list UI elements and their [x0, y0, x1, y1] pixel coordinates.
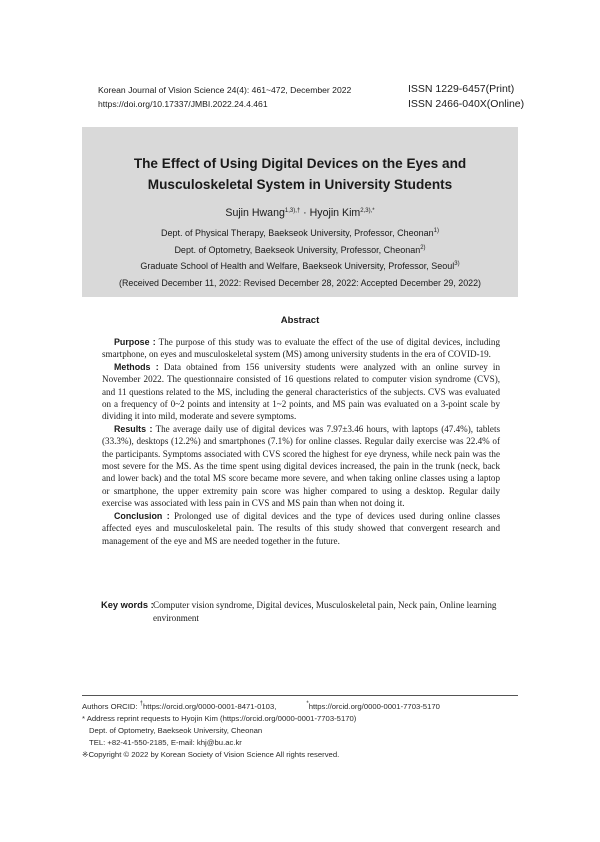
affiliation-3-text: Graduate School of Health and Welfare, Baekseok University, Professor, Seoul	[140, 261, 455, 271]
purpose-text: The purpose of this study was to evaluate the effect of the use of digital devices, including smartphone, on eyes and musculoskeletal system (MS) among university students in the era of COVID-19.	[102, 337, 500, 360]
affiliation-1-text: Dept. of Physical Therapy, Baekseok University, Professor, Cheonan	[161, 228, 434, 238]
keywords-text: Computer vision syndrome, Digital devices, Musculoskeletal pain, Neck pain, Online learning environment	[153, 600, 497, 623]
issn-block	[408, 82, 524, 111]
abstract-methods	[102, 361, 500, 423]
abstract-results	[102, 423, 500, 510]
author-list	[82, 207, 518, 219]
author-1-name: Sujin Hwang	[225, 207, 285, 219]
keywords-label: Key words :	[101, 600, 154, 610]
issn-print: ISSN 1229-6457(Print)	[408, 83, 515, 95]
abstract-conclusion	[102, 510, 500, 547]
affiliation-1	[82, 225, 518, 242]
footnote-divider	[82, 695, 518, 696]
corresponding-contact: TEL: +82-41-550-2185, E-mail: khj@bu.ac.kr	[89, 738, 242, 748]
keywords	[101, 599, 501, 625]
author-2-name: Hyojin Kim	[309, 207, 361, 219]
methods-text: Data obtained from 156 university students were analyzed with an online survey in November 2022. The questionnaire consisted of 16 questions related to computer vision syndrome (CVS), and 11 questions related to the MS, including the general characteristics of the subjects. CVS was evaluated on a frequency of 0~2 points and intensity at 1~2 points, and MS pain was evaluated on a 3-point scale by dividing it into mild, moderate and severe symptoms.	[102, 361, 500, 422]
results-text: The average daily use of digital devices was 7.97±3.46 hours, with laptops (47.4%), tablets (33.3%), desktops (12.2%) and smartphones (7.1%) for online classes. Regular daily exercise was 22.4% of the participants. Symptoms associated with CVS scored the highest for eye dryness, while neck pain was the most severe for the MS. As the time spent using digital devices increased, the pain in the trunk (neck, back and lower back) and the total MS score became more severe, and when taking online classes using a laptop or smartphone, the upper extremity pain score was higher compared to using a desktop. Regular daily exercise was associated with less pain in CVS and MS pain than when not doing it.	[102, 423, 501, 509]
affiliation-1-mark: 1)	[433, 228, 439, 234]
affiliation-3-mark: 3)	[454, 261, 460, 267]
affiliation-2	[82, 242, 518, 259]
journal-line: Korean Journal of Vision Science 24(4): 461~472, December 2022	[98, 85, 352, 95]
orcid-1-mark: †	[139, 701, 144, 707]
title-line-2: Musculoskeletal System in University Students	[147, 177, 453, 192]
purpose-label: Purpose :	[114, 337, 156, 347]
issn-online: ISSN 2466-040X(Online)	[408, 97, 525, 110]
author-1-affil-mark: 1,3),†	[284, 208, 301, 214]
title-line-1: The Effect of Using Digital Devices on the Eyes and	[133, 156, 467, 171]
reprint-request: * Address reprint requests to Hyojin Kim (https://orcid.org/0000-0001-7703-5170)	[82, 714, 357, 724]
affiliation-2-mark: 2)	[420, 244, 426, 251]
corresponding-dept: Dept. of Optometry, Baekseok University, Cheonan	[89, 726, 263, 736]
abstract-purpose	[102, 336, 500, 361]
doi-link[interactable]: https://doi.org/10.17337/JMBI.2022.24.4.461	[98, 98, 268, 109]
results-label: Results :	[114, 423, 153, 434]
orcid-line	[82, 701, 522, 713]
orcid-1-link[interactable]: https://orcid.org/0000-0001-8471-0103,	[143, 702, 277, 711]
author-2-affil-mark: 2,3),*	[360, 208, 375, 214]
orcid-label: Authors ORCID:	[82, 702, 140, 711]
orcid-2-link[interactable]: https://orcid.org/0000-0001-7703-5170	[308, 702, 440, 711]
abstract-body	[102, 336, 500, 547]
author-separator: ·	[300, 207, 310, 219]
conclusion-text: Prolonged use of digital devices and the type of devices used during online classes affected eyes and musculoskeletal pain. The results of this study showed that convergent research and management of the eye and MS are needed together in the future.	[102, 510, 501, 546]
methods-label: Methods :	[114, 361, 159, 372]
affiliation-2-text: Dept. of Optometry, Baekseok University, Professor, Cheonan	[174, 244, 421, 255]
orcid-2-mark: *	[306, 701, 309, 707]
footnotes	[82, 701, 522, 761]
affiliation-3	[82, 258, 518, 275]
received-dates: (Received December 11, 2022: Revised December 28, 2022: Accepted December 29, 2022)	[119, 278, 481, 288]
abstract-heading: Abstract	[280, 315, 320, 326]
affiliations	[82, 225, 518, 275]
paper-title	[82, 153, 518, 195]
title-box	[82, 127, 518, 297]
journal-citation	[98, 84, 351, 111]
conclusion-label: Conclusion :	[114, 510, 170, 521]
copyright-notice: ※Copyright © 2022 by Korean Society of Vision Science All rights reserved.	[82, 750, 340, 760]
